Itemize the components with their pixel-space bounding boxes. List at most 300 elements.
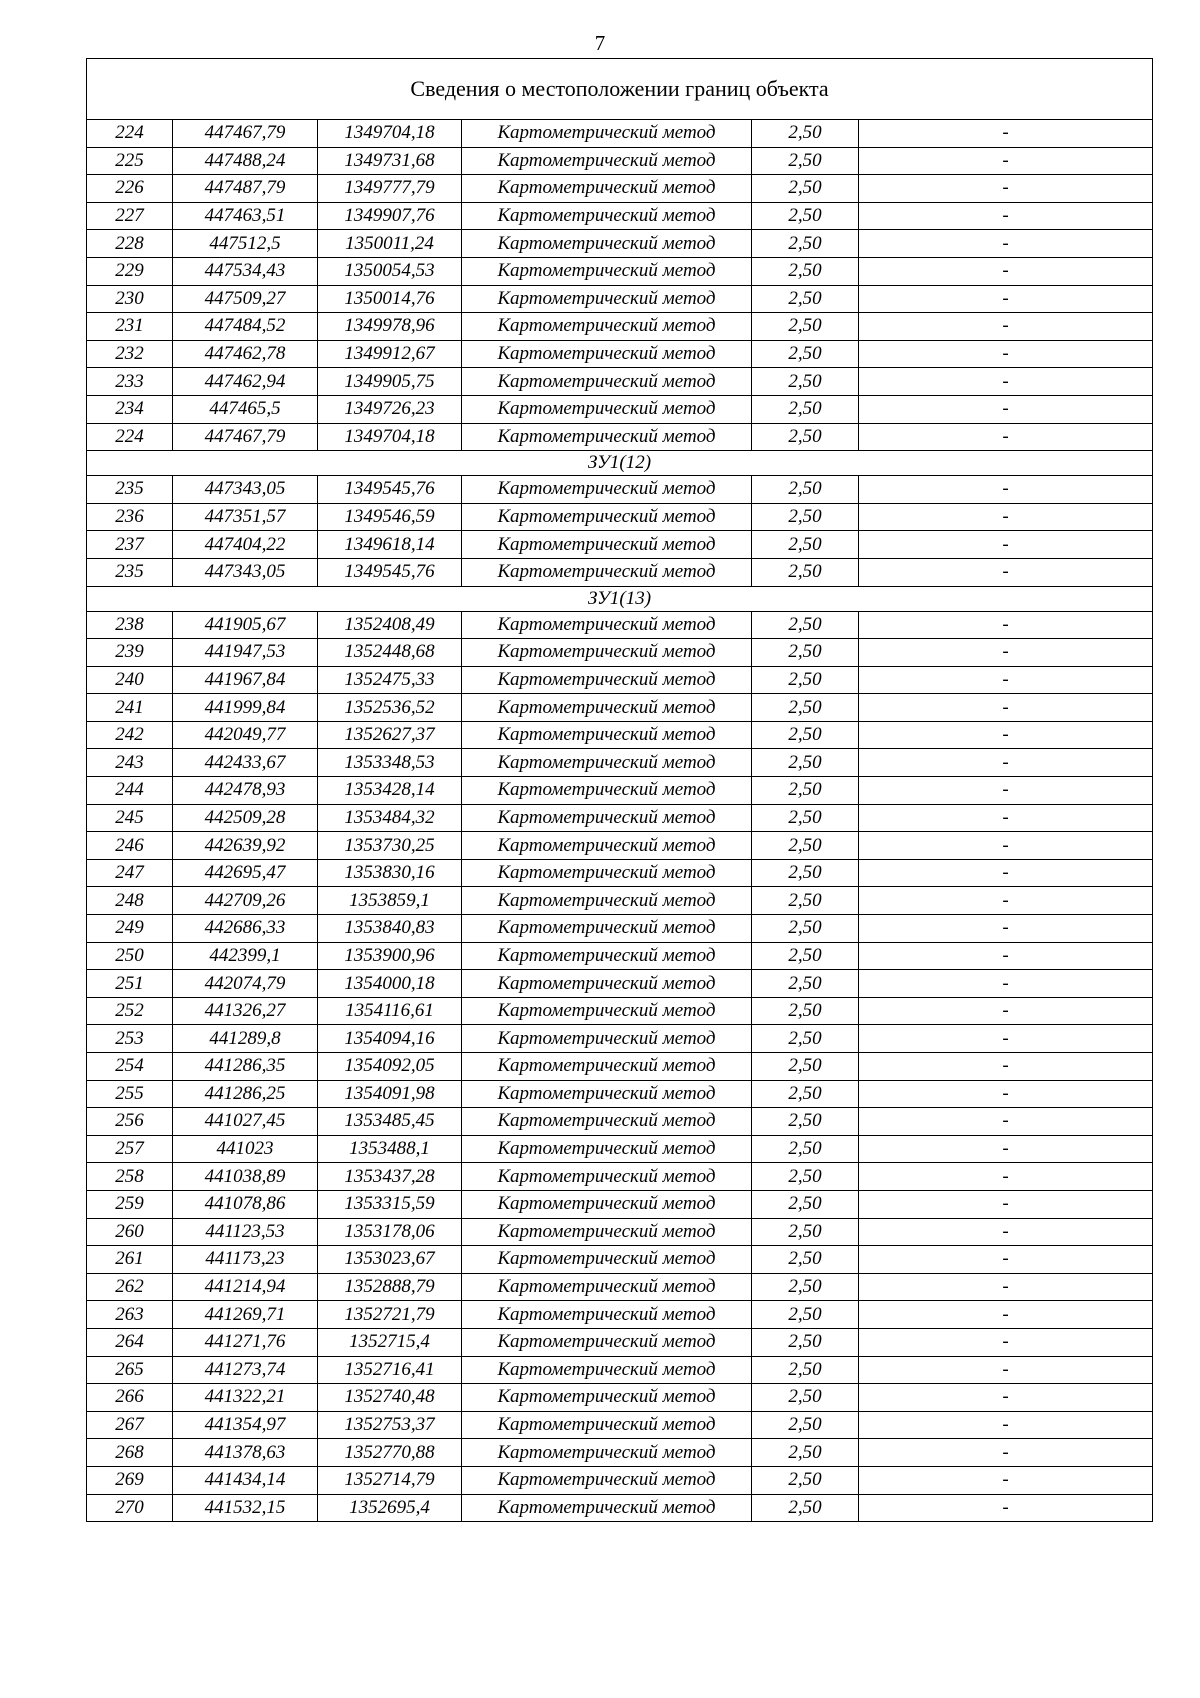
point-number-cell: 253 [87, 1025, 173, 1053]
description-cell: - [859, 1190, 1153, 1218]
table-row [87, 777, 1153, 805]
method-cell: Картометрический метод [462, 859, 752, 887]
accuracy-cell: 2,50 [752, 1439, 859, 1467]
point-number-cell: 265 [87, 1356, 173, 1384]
section-label: ЗУ1(12) [87, 451, 1153, 476]
y-coordinate-cell: 1352716,41 [318, 1356, 462, 1384]
method-cell: Картометрический метод [462, 558, 752, 586]
description-cell: - [859, 832, 1153, 860]
y-coordinate-cell: 1354091,98 [318, 1080, 462, 1108]
x-coordinate-cell: 442478,93 [173, 777, 318, 805]
description-cell: - [859, 970, 1153, 998]
accuracy-cell: 2,50 [752, 285, 859, 313]
table-title-row [87, 59, 1153, 120]
x-coordinate-cell: 442399,1 [173, 942, 318, 970]
accuracy-cell: 2,50 [752, 1163, 859, 1191]
x-coordinate-cell: 441286,25 [173, 1080, 318, 1108]
table-row [87, 1439, 1153, 1467]
y-coordinate-cell: 1353348,53 [318, 749, 462, 777]
point-number-cell: 259 [87, 1190, 173, 1218]
x-coordinate-cell: 441173,23 [173, 1246, 318, 1274]
description-cell: - [859, 1080, 1153, 1108]
y-coordinate-cell: 1352715,4 [318, 1328, 462, 1356]
description-cell: - [859, 1108, 1153, 1136]
y-coordinate-cell: 1352475,33 [318, 666, 462, 694]
table-row [87, 368, 1153, 396]
method-cell: Картометрический метод [462, 832, 752, 860]
table-row [87, 230, 1153, 258]
x-coordinate-cell: 441354,97 [173, 1411, 318, 1439]
accuracy-cell: 2,50 [752, 1108, 859, 1136]
accuracy-cell: 2,50 [752, 531, 859, 559]
description-cell: - [859, 749, 1153, 777]
x-coordinate-cell: 442049,77 [173, 721, 318, 749]
description-cell: - [859, 120, 1153, 148]
description-cell: - [859, 230, 1153, 258]
y-coordinate-cell: 1352721,79 [318, 1301, 462, 1329]
accuracy-cell: 2,50 [752, 368, 859, 396]
table-row [87, 503, 1153, 531]
method-cell: Картометрический метод [462, 503, 752, 531]
y-coordinate-cell: 1352627,37 [318, 721, 462, 749]
y-coordinate-cell: 1353315,59 [318, 1190, 462, 1218]
accuracy-cell: 2,50 [752, 721, 859, 749]
description-cell: - [859, 476, 1153, 504]
accuracy-cell: 2,50 [752, 1246, 859, 1274]
table-row [87, 340, 1153, 368]
method-cell: Картометрический метод [462, 1411, 752, 1439]
y-coordinate-cell: 1352714,79 [318, 1466, 462, 1494]
method-cell: Картометрический метод [462, 313, 752, 341]
table-row [87, 1273, 1153, 1301]
description-cell: - [859, 423, 1153, 451]
x-coordinate-cell: 447343,05 [173, 476, 318, 504]
method-cell: Картометрический метод [462, 1494, 752, 1522]
method-cell: Картометрический метод [462, 1218, 752, 1246]
accuracy-cell: 2,50 [752, 395, 859, 423]
x-coordinate-cell: 447465,5 [173, 395, 318, 423]
y-coordinate-cell: 1353730,25 [318, 832, 462, 860]
y-coordinate-cell: 1353840,83 [318, 915, 462, 943]
accuracy-cell: 2,50 [752, 804, 859, 832]
method-cell: Картометрический метод [462, 777, 752, 805]
method-cell: Картометрический метод [462, 285, 752, 313]
accuracy-cell: 2,50 [752, 915, 859, 943]
y-coordinate-cell: 1352740,48 [318, 1384, 462, 1412]
accuracy-cell: 2,50 [752, 476, 859, 504]
x-coordinate-cell: 447404,22 [173, 531, 318, 559]
accuracy-cell: 2,50 [752, 558, 859, 586]
method-cell: Картометрический метод [462, 202, 752, 230]
y-coordinate-cell: 1354000,18 [318, 970, 462, 998]
point-number-cell: 244 [87, 777, 173, 805]
description-cell: - [859, 285, 1153, 313]
method-cell: Картометрический метод [462, 1439, 752, 1467]
y-coordinate-cell: 1352408,49 [318, 611, 462, 639]
y-coordinate-cell: 1353830,16 [318, 859, 462, 887]
accuracy-cell: 2,50 [752, 1301, 859, 1329]
y-coordinate-cell: 1353023,67 [318, 1246, 462, 1274]
point-number-cell: 236 [87, 503, 173, 531]
table-row [87, 120, 1153, 148]
table-row [87, 832, 1153, 860]
method-cell: Картометрический метод [462, 639, 752, 667]
point-number-cell: 234 [87, 395, 173, 423]
y-coordinate-cell: 1352888,79 [318, 1273, 462, 1301]
accuracy-cell: 2,50 [752, 202, 859, 230]
table-row [87, 1356, 1153, 1384]
point-number-cell: 224 [87, 423, 173, 451]
x-coordinate-cell: 442074,79 [173, 970, 318, 998]
method-cell: Картометрический метод [462, 1384, 752, 1412]
x-coordinate-cell: 441038,89 [173, 1163, 318, 1191]
point-number-cell: 248 [87, 887, 173, 915]
table-row [87, 611, 1153, 639]
x-coordinate-cell: 441905,67 [173, 611, 318, 639]
y-coordinate-cell: 1352536,52 [318, 694, 462, 722]
description-cell: - [859, 915, 1153, 943]
point-number-cell: 270 [87, 1494, 173, 1522]
x-coordinate-cell: 441322,21 [173, 1384, 318, 1412]
table-row [87, 942, 1153, 970]
description-cell: - [859, 1301, 1153, 1329]
table-row [87, 395, 1153, 423]
accuracy-cell: 2,50 [752, 997, 859, 1025]
description-cell: - [859, 175, 1153, 203]
x-coordinate-cell: 441271,76 [173, 1328, 318, 1356]
description-cell: - [859, 1411, 1153, 1439]
table-row [87, 639, 1153, 667]
point-number-cell: 245 [87, 804, 173, 832]
table-row [87, 1135, 1153, 1163]
description-cell: - [859, 147, 1153, 175]
accuracy-cell: 2,50 [752, 1190, 859, 1218]
point-number-cell: 240 [87, 666, 173, 694]
x-coordinate-cell: 441434,14 [173, 1466, 318, 1494]
description-cell: - [859, 368, 1153, 396]
page-number: 7 [594, 31, 606, 55]
y-coordinate-cell: 1352753,37 [318, 1411, 462, 1439]
description-cell: - [859, 340, 1153, 368]
y-coordinate-cell: 1354094,16 [318, 1025, 462, 1053]
point-number-cell: 255 [87, 1080, 173, 1108]
x-coordinate-cell: 447509,27 [173, 285, 318, 313]
x-coordinate-cell: 441967,84 [173, 666, 318, 694]
method-cell: Картометрический метод [462, 257, 752, 285]
method-cell: Картометрический метод [462, 887, 752, 915]
x-coordinate-cell: 447467,79 [173, 120, 318, 148]
accuracy-cell: 2,50 [752, 423, 859, 451]
description-cell: - [859, 1025, 1153, 1053]
point-number-cell: 252 [87, 997, 173, 1025]
y-coordinate-cell: 1353484,32 [318, 804, 462, 832]
table-body [87, 59, 1153, 1522]
table-row [87, 1080, 1153, 1108]
accuracy-cell: 2,50 [752, 639, 859, 667]
accuracy-cell: 2,50 [752, 1080, 859, 1108]
accuracy-cell: 2,50 [752, 777, 859, 805]
description-cell: - [859, 666, 1153, 694]
point-number-cell: 246 [87, 832, 173, 860]
table-row [87, 313, 1153, 341]
method-cell: Картометрический метод [462, 1025, 752, 1053]
y-coordinate-cell: 1353428,14 [318, 777, 462, 805]
table-row [87, 257, 1153, 285]
point-number-cell: 229 [87, 257, 173, 285]
point-number-cell: 268 [87, 1439, 173, 1467]
x-coordinate-cell: 441027,45 [173, 1108, 318, 1136]
accuracy-cell: 2,50 [752, 313, 859, 341]
y-coordinate-cell: 1353488,1 [318, 1135, 462, 1163]
x-coordinate-cell: 441999,84 [173, 694, 318, 722]
description-cell: - [859, 1273, 1153, 1301]
y-coordinate-cell: 1349907,76 [318, 202, 462, 230]
accuracy-cell: 2,50 [752, 175, 859, 203]
x-coordinate-cell: 442509,28 [173, 804, 318, 832]
description-cell: - [859, 611, 1153, 639]
accuracy-cell: 2,50 [752, 859, 859, 887]
accuracy-cell: 2,50 [752, 1053, 859, 1081]
table-row [87, 175, 1153, 203]
x-coordinate-cell: 447512,5 [173, 230, 318, 258]
point-number-cell: 233 [87, 368, 173, 396]
table-row [87, 1108, 1153, 1136]
x-coordinate-cell: 441123,53 [173, 1218, 318, 1246]
accuracy-cell: 2,50 [752, 1328, 859, 1356]
description-cell: - [859, 694, 1153, 722]
section-label: ЗУ1(13) [87, 586, 1153, 611]
description-cell: - [859, 721, 1153, 749]
accuracy-cell: 2,50 [752, 1025, 859, 1053]
x-coordinate-cell: 441078,86 [173, 1190, 318, 1218]
y-coordinate-cell: 1349704,18 [318, 120, 462, 148]
accuracy-cell: 2,50 [752, 887, 859, 915]
x-coordinate-cell: 447343,05 [173, 558, 318, 586]
accuracy-cell: 2,50 [752, 1384, 859, 1412]
method-cell: Картометрический метод [462, 1273, 752, 1301]
accuracy-cell: 2,50 [752, 749, 859, 777]
y-coordinate-cell: 1349546,59 [318, 503, 462, 531]
point-number-cell: 249 [87, 915, 173, 943]
accuracy-cell: 2,50 [752, 1273, 859, 1301]
method-cell: Картометрический метод [462, 970, 752, 998]
accuracy-cell: 2,50 [752, 666, 859, 694]
table-row [87, 887, 1153, 915]
boundary-coordinates-table [86, 58, 1153, 1522]
table-row [87, 1466, 1153, 1494]
y-coordinate-cell: 1349545,76 [318, 558, 462, 586]
method-cell: Картометрический метод [462, 915, 752, 943]
x-coordinate-cell: 441532,15 [173, 1494, 318, 1522]
point-number-cell: 261 [87, 1246, 173, 1274]
point-number-cell: 231 [87, 313, 173, 341]
point-number-cell: 235 [87, 476, 173, 504]
description-cell: - [859, 1384, 1153, 1412]
table-row [87, 1411, 1153, 1439]
description-cell: - [859, 1218, 1153, 1246]
point-number-cell: 227 [87, 202, 173, 230]
point-number-cell: 267 [87, 1411, 173, 1439]
y-coordinate-cell: 1353859,1 [318, 887, 462, 915]
description-cell: - [859, 313, 1153, 341]
x-coordinate-cell: 442639,92 [173, 832, 318, 860]
accuracy-cell: 2,50 [752, 340, 859, 368]
table-row [87, 1218, 1153, 1246]
point-number-cell: 225 [87, 147, 173, 175]
method-cell: Картометрический метод [462, 230, 752, 258]
table-row [87, 1384, 1153, 1412]
x-coordinate-cell: 441023 [173, 1135, 318, 1163]
accuracy-cell: 2,50 [752, 230, 859, 258]
point-number-cell: 230 [87, 285, 173, 313]
point-number-cell: 232 [87, 340, 173, 368]
description-cell: - [859, 997, 1153, 1025]
point-number-cell: 226 [87, 175, 173, 203]
y-coordinate-cell: 1349912,67 [318, 340, 462, 368]
y-coordinate-cell: 1353437,28 [318, 1163, 462, 1191]
table-row [87, 804, 1153, 832]
y-coordinate-cell: 1352695,4 [318, 1494, 462, 1522]
point-number-cell: 254 [87, 1053, 173, 1081]
method-cell: Картометрический метод [462, 666, 752, 694]
point-number-cell: 237 [87, 531, 173, 559]
accuracy-cell: 2,50 [752, 1135, 859, 1163]
x-coordinate-cell: 447488,24 [173, 147, 318, 175]
y-coordinate-cell: 1349905,75 [318, 368, 462, 396]
x-coordinate-cell: 447534,43 [173, 257, 318, 285]
point-number-cell: 242 [87, 721, 173, 749]
y-coordinate-cell: 1349726,23 [318, 395, 462, 423]
table-row [87, 749, 1153, 777]
x-coordinate-cell: 441289,8 [173, 1025, 318, 1053]
x-coordinate-cell: 441378,63 [173, 1439, 318, 1467]
description-cell: - [859, 1439, 1153, 1467]
description-cell: - [859, 859, 1153, 887]
accuracy-cell: 2,50 [752, 503, 859, 531]
y-coordinate-cell: 1349545,76 [318, 476, 462, 504]
y-coordinate-cell: 1350054,53 [318, 257, 462, 285]
description-cell: - [859, 804, 1153, 832]
x-coordinate-cell: 442695,47 [173, 859, 318, 887]
accuracy-cell: 2,50 [752, 120, 859, 148]
description-cell: - [859, 1053, 1153, 1081]
x-coordinate-cell: 441273,74 [173, 1356, 318, 1384]
table-row [87, 285, 1153, 313]
method-cell: Картометрический метод [462, 611, 752, 639]
method-cell: Картометрический метод [462, 147, 752, 175]
point-number-cell: 257 [87, 1135, 173, 1163]
x-coordinate-cell: 447351,57 [173, 503, 318, 531]
accuracy-cell: 2,50 [752, 1218, 859, 1246]
point-number-cell: 269 [87, 1466, 173, 1494]
point-number-cell: 238 [87, 611, 173, 639]
y-coordinate-cell: 1349704,18 [318, 423, 462, 451]
point-number-cell: 228 [87, 230, 173, 258]
accuracy-cell: 2,50 [752, 1356, 859, 1384]
description-cell: - [859, 777, 1153, 805]
method-cell: Картометрический метод [462, 531, 752, 559]
point-number-cell: 241 [87, 694, 173, 722]
accuracy-cell: 2,50 [752, 1494, 859, 1522]
point-number-cell: 256 [87, 1108, 173, 1136]
table-row [87, 1246, 1153, 1274]
table-row [87, 202, 1153, 230]
method-cell: Картометрический метод [462, 476, 752, 504]
accuracy-cell: 2,50 [752, 147, 859, 175]
accuracy-cell: 2,50 [752, 1411, 859, 1439]
method-cell: Картометрический метод [462, 749, 752, 777]
method-cell: Картометрический метод [462, 1328, 752, 1356]
y-coordinate-cell: 1352770,88 [318, 1439, 462, 1467]
point-number-cell: 262 [87, 1273, 173, 1301]
y-coordinate-cell: 1353900,96 [318, 942, 462, 970]
table-row [87, 915, 1153, 943]
point-number-cell: 250 [87, 942, 173, 970]
table-row [87, 476, 1153, 504]
x-coordinate-cell: 447462,78 [173, 340, 318, 368]
table-row [87, 1190, 1153, 1218]
description-cell: - [859, 558, 1153, 586]
x-coordinate-cell: 447463,51 [173, 202, 318, 230]
point-number-cell: 251 [87, 970, 173, 998]
accuracy-cell: 2,50 [752, 257, 859, 285]
accuracy-cell: 2,50 [752, 970, 859, 998]
x-coordinate-cell: 441326,27 [173, 997, 318, 1025]
point-number-cell: 260 [87, 1218, 173, 1246]
method-cell: Картометрический метод [462, 997, 752, 1025]
y-coordinate-cell: 1349731,68 [318, 147, 462, 175]
point-number-cell: 224 [87, 120, 173, 148]
description-cell: - [859, 1356, 1153, 1384]
method-cell: Картометрический метод [462, 721, 752, 749]
y-coordinate-cell: 1349978,96 [318, 313, 462, 341]
table-row [87, 721, 1153, 749]
method-cell: Картометрический метод [462, 1301, 752, 1329]
y-coordinate-cell: 1350014,76 [318, 285, 462, 313]
table-row [87, 147, 1153, 175]
x-coordinate-cell: 447484,52 [173, 313, 318, 341]
description-cell: - [859, 1494, 1153, 1522]
table-row [87, 1301, 1153, 1329]
description-cell: - [859, 1163, 1153, 1191]
description-cell: - [859, 531, 1153, 559]
table-row [87, 1328, 1153, 1356]
y-coordinate-cell: 1349618,14 [318, 531, 462, 559]
table-title: Сведения о местоположении границ объекта [87, 59, 1153, 120]
y-coordinate-cell: 1352448,68 [318, 639, 462, 667]
method-cell: Картометрический метод [462, 804, 752, 832]
x-coordinate-cell: 441214,94 [173, 1273, 318, 1301]
method-cell: Картометрический метод [462, 1080, 752, 1108]
y-coordinate-cell: 1354116,61 [318, 997, 462, 1025]
x-coordinate-cell: 441286,35 [173, 1053, 318, 1081]
accuracy-cell: 2,50 [752, 1466, 859, 1494]
description-cell: - [859, 1328, 1153, 1356]
accuracy-cell: 2,50 [752, 832, 859, 860]
point-number-cell: 247 [87, 859, 173, 887]
accuracy-cell: 2,50 [752, 694, 859, 722]
table-row [87, 694, 1153, 722]
method-cell: Картометрический метод [462, 175, 752, 203]
section-row [87, 451, 1153, 476]
x-coordinate-cell: 447467,79 [173, 423, 318, 451]
point-number-cell: 258 [87, 1163, 173, 1191]
description-cell: - [859, 257, 1153, 285]
method-cell: Картометрический метод [462, 395, 752, 423]
description-cell: - [859, 887, 1153, 915]
point-number-cell: 264 [87, 1328, 173, 1356]
method-cell: Картометрический метод [462, 340, 752, 368]
